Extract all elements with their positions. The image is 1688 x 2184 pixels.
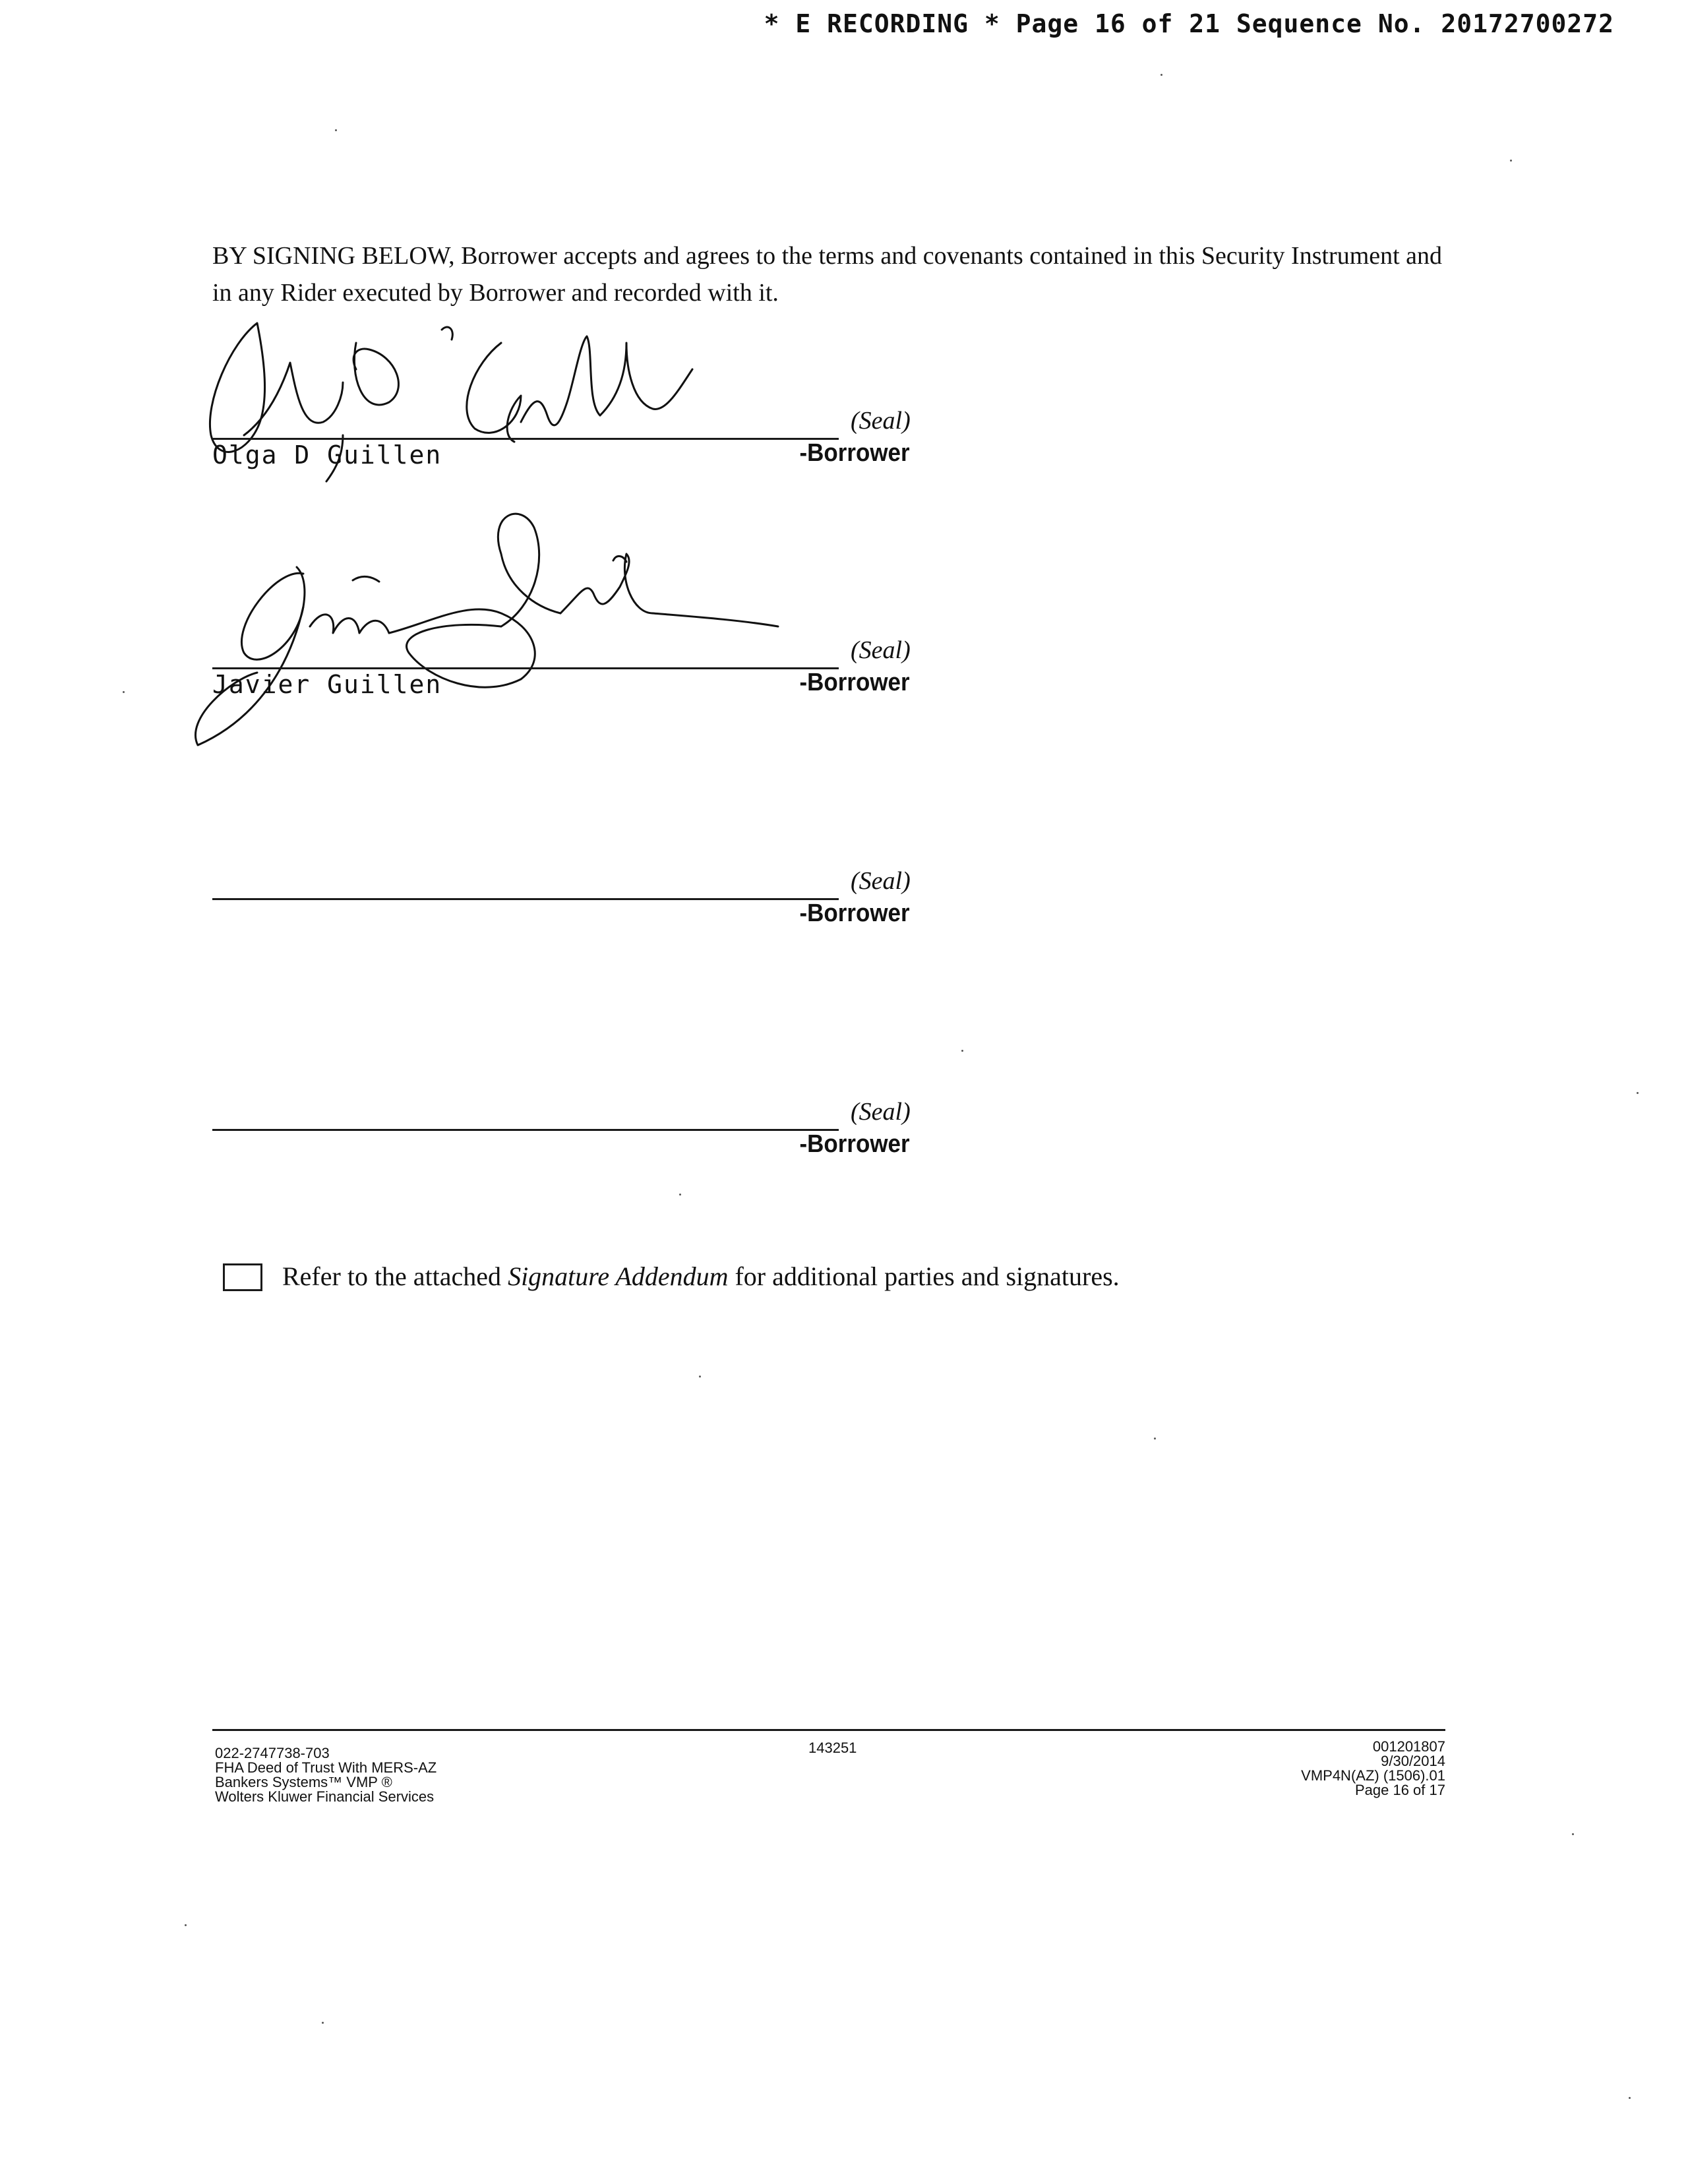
seal-label-3: (Seal)	[851, 867, 911, 895]
signature-addendum-checkbox[interactable]	[223, 1263, 262, 1291]
footer-center-number: 143251	[808, 1740, 857, 1756]
borrower-label-4: -Borrower	[799, 1130, 910, 1158]
borrower-label-3: -Borrower	[799, 899, 910, 927]
loan-number: 022-2747738-703	[215, 1745, 330, 1761]
signature-line-3	[212, 898, 839, 900]
scan-speck	[335, 129, 337, 131]
scan-speck	[699, 1376, 701, 1378]
scan-speck	[123, 691, 125, 693]
signing-statement: BY SIGNING BELOW, Borrower accepts and agrees to the terms and covenants contained in this Security Instrument and in any Rider executed by Borrower and recorded with it.	[212, 242, 1443, 307]
signature-line-2	[212, 667, 839, 669]
form-code: VMP4N(AZ) (1506).01	[1301, 1767, 1445, 1784]
scan-speck	[185, 1924, 187, 1926]
scan-speck	[1572, 1833, 1574, 1835]
footer-rule	[212, 1729, 1445, 1731]
borrower-label-2: -Borrower	[799, 669, 910, 696]
signature-line-1	[212, 438, 839, 440]
addendum-prefix: Refer to the attached	[282, 1261, 508, 1291]
seal-label-4: (Seal)	[851, 1098, 911, 1126]
seal-label-2: (Seal)	[851, 636, 911, 664]
form-vendor: Bankers Systems™ VMP ®	[215, 1774, 392, 1790]
form-date: 9/30/2014	[1381, 1753, 1445, 1769]
scan-speck	[679, 1194, 681, 1196]
seal-label-1: (Seal)	[851, 407, 911, 435]
signature-addendum-note	[282, 1261, 1120, 1292]
scan-speck	[322, 2022, 324, 2024]
scan-speck	[1637, 1092, 1639, 1094]
signature-javier-guillen	[191, 501, 798, 752]
typed-name-1: Olga D Guillen	[212, 440, 442, 470]
addendum-title: Signature Addendum	[508, 1261, 729, 1291]
signature-line-4	[212, 1129, 839, 1131]
typed-name-2: Javier Guillen	[212, 670, 442, 699]
form-title: FHA Deed of Trust With MERS-AZ	[215, 1759, 437, 1776]
scan-speck	[1154, 1438, 1156, 1440]
footer-left	[215, 1746, 437, 1804]
document-id: 001201807	[1372, 1738, 1445, 1755]
scan-speck	[961, 1050, 963, 1052]
recording-header: * E RECORDING * Page 16 of 21 Sequence No. 20172700272	[764, 9, 1614, 38]
addendum-suffix: for additional parties and signatures.	[728, 1261, 1120, 1291]
footer-page-number: Page 16 of 17	[1354, 1782, 1445, 1798]
footer-right	[1301, 1740, 1445, 1798]
scan-speck	[1510, 160, 1512, 162]
borrower-label-1: -Borrower	[799, 439, 910, 467]
form-publisher: Wolters Kluwer Financial Services	[215, 1788, 435, 1805]
scan-speck	[1160, 74, 1162, 76]
scan-speck	[1629, 2097, 1631, 2099]
